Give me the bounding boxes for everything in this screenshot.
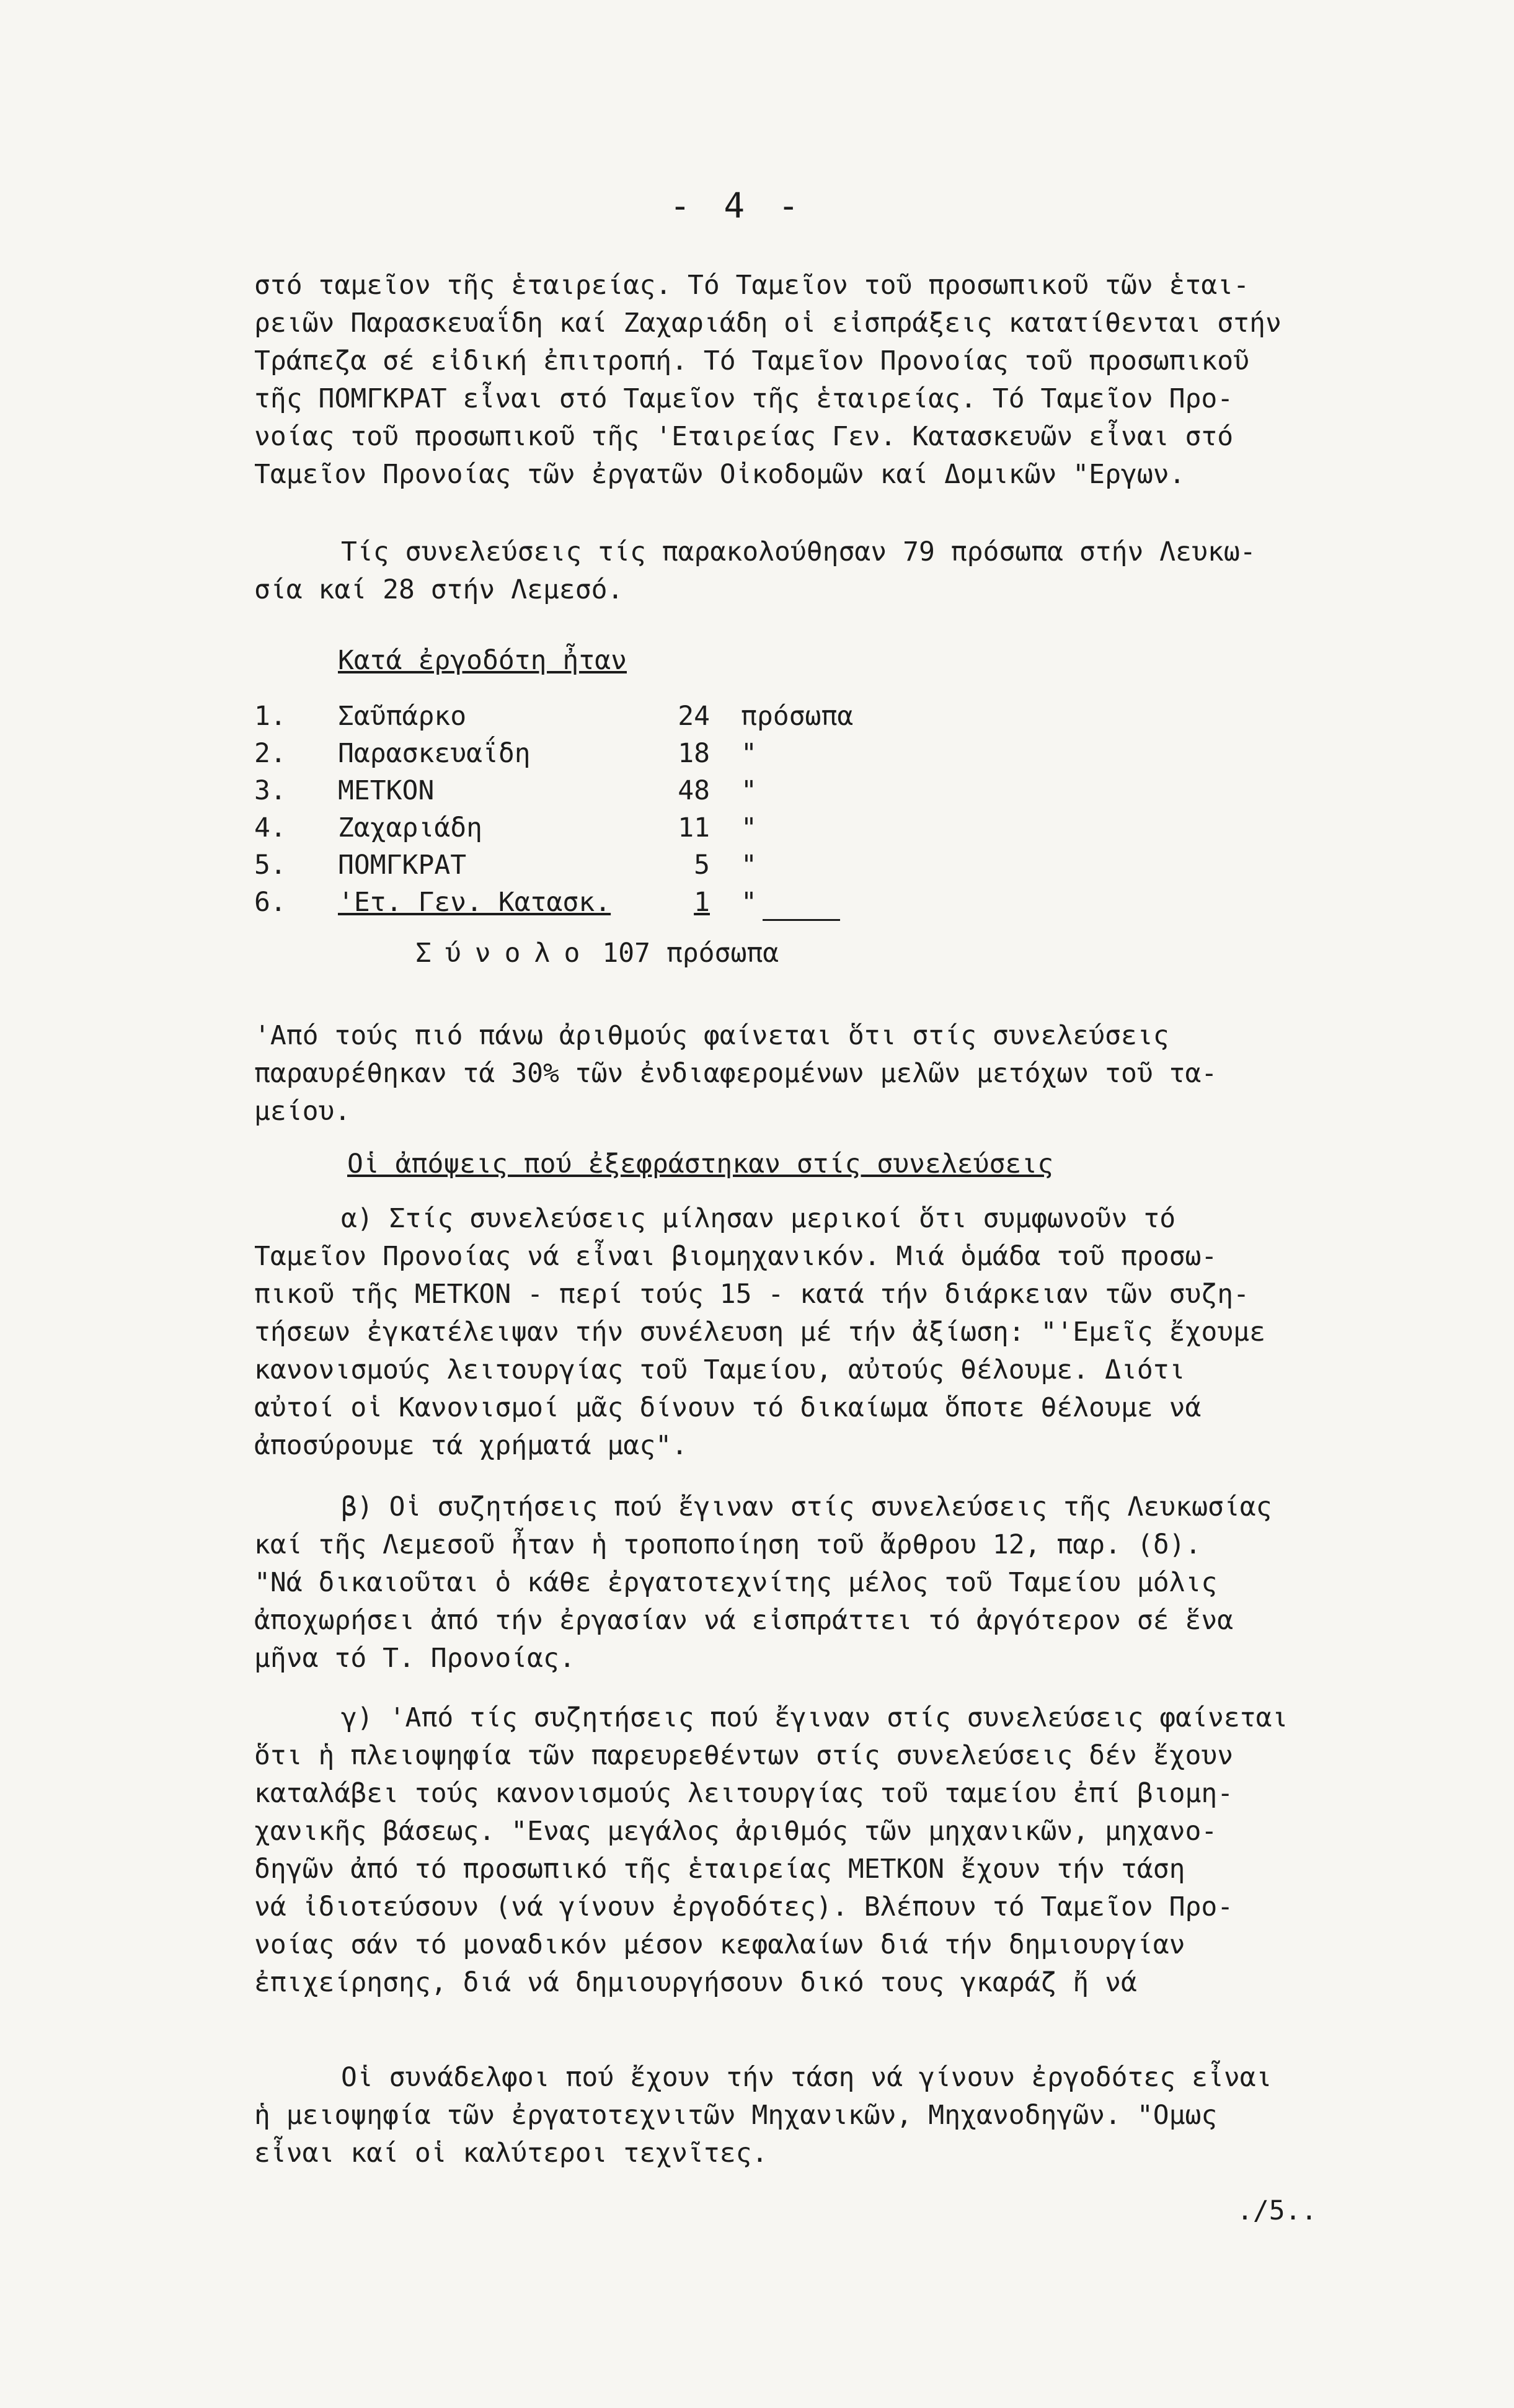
paragraph-opinion-b: β) Οἱ συζητήσεις πού ἔγιναν στίς συνελεύσεις τῆς Λευκωσίας καί τῆς Λεμεσοῦ ἦταν ἡ τροποποίηση τοῦ ἄρθρου 12, παρ. (δ). "Νά δικαιοῦται ὁ κάθε ἐργατοτεχνίτης μέλος τοῦ Ταμείου μόλις ἀποχωρήσει ἀπό τήν ἐργασίαν νά εἰσπράττει τό ἀργότερον σέ ἕνα μῆνα τό Τ. Προνοίας. bbox=[254, 1491, 1272, 1674]
paragraph-attendance: Τίς συνελεύσεις τίς παρακολούθησαν 79 πρόσωπα στήν Λευκω- σία καί 28 στήν Λεμεσό. bbox=[254, 536, 1256, 605]
paragraph-opinion-c: γ) 'Από τίς συζητήσεις πού ἔγιναν στίς συνελεύσεις φαίνεται ὅτι ἡ πλειοψηφία τῶν παρευρεθέντων στίς συνελεύσεις δέν ἔχουν καταλάβει τούς κανονισμούς λειτουργίας τοῦ ταμείου ἐπί βιομη- χανικῆς βάσεως. "Ενας μεγάλος ἀριθμός τῶν μηχανικῶν, μηχανο- δηγῶν ἀπό τό προσωπικό τῆς ἑταιρείας ΜΕΤΚΟΝ ἔχουν τήν τάση νά ἰδιοτεύσουν (νά γίνουν ἐργοδότες). Βλέπουν τό Ταμεῖον Προ- νοίας σάν τό μοναδικόν μέσον κεφαλαίων διά τήν δημιουργίαν ἐπιχείρησης, διά νά δημιουργήσουν δικό τους γκαράζ ἤ νά bbox=[254, 1702, 1288, 1998]
opinions-heading: Οἱ ἀπόψεις πού ἐξεφράστηκαν στίς συνελεύσεις bbox=[347, 1148, 1054, 1180]
paragraph-colleagues: Οἱ συνάδελφοι πού ἔχουν τήν τάση νά γίνουν ἐργοδότες εἶναι ἡ μειοψηφία τῶν ἐργατοτεχνιτῶν Μηχανικῶν, Μηχανοδηγῶν. "Ομως εἶναι καί οἱ καλύτεροι τεχνῖτες. bbox=[254, 2062, 1272, 2169]
paragraph-funds: στό ταμεῖον τῆς ἑταιρείας. Τό Ταμεῖον τοῦ προσωπικοῦ τῶν ἑται- ρειῶν Παρασκευαΐδη καί Ζαχαριάδη οἱ εἰσπράξεις κατατίθενται στήν Τράπεζα σέ εἰδική ἐπιτροπή. Τό Ταμεῖον Προνοίας τοῦ προσωπικοῦ τῆς ΠΟΜΓΚΡΑΤ εἶναι στό Ταμεῖον τῆς ἑταιρείας. Τό Ταμεῖον Προ- νοίας τοῦ προσωπικοῦ τῆς 'Εταιρείας Γεν. Κατασκευῶν εἶναι στό Ταμεῖον Προνοίας τῶν ἐργατῶν Οἰκοδομῶν καί Δομικῶν "Εργων. bbox=[254, 270, 1282, 490]
employer-table-heading: Κατά ἐργοδότη ἦταν bbox=[338, 645, 627, 676]
page-number: - 4 - bbox=[670, 186, 805, 226]
table-total-rule bbox=[763, 919, 840, 921]
paragraph-opinion-a: α) Στίς συνελεύσεις μίλησαν μερικοί ὅτι συμφωνοῦν τό Ταμεῖον Προνοίας νά εἶναι βιομηχανικόν. Μιά ὁμάδα τοῦ προσω- πικοῦ τῆς ΜΕΤΚΟΝ - περί τούς 15 - κατά τήν διάρκειαν τῶν συζη- τήσεων ἐγκατέλειψαν τήν συνέλευση μέ τήν ἀξίωση: "'Εμεῖς ἔχουμε κανονισμούς λειτουργίας τοῦ Ταμείου, αὐτούς θέλουμε. Διότι αὐτοί οἱ Κανονισμοί μᾶς δίνουν τό δικαίωμα ὅποτε θέλουμε νά ἀποσύρουμε τά χρήματά μας". bbox=[254, 1203, 1265, 1461]
document-page: - 4 - στό ταμεῖον τῆς ἑταιρείας. Τό Ταμεῖον τοῦ προσωπικοῦ τῶν ἑται- ρειῶν Παρασκευαΐδη καί Ζαχαριάδη οἱ εἰσπράξεις κατατίθενται στήν Τράπεζα σέ εἰδική ἐπιτροπή. Τό Ταμεῖον Προνοίας τοῦ προσωπικοῦ τῆς ΠΟΜΓΚΡΑΤ εἶναι στό Ταμεῖον τῆς ἑταιρείας. Τό Ταμεῖον Προ- νοίας τοῦ προσωπικοῦ τῆς 'Εταιρείας Γεν. Κατασκευῶν εἶναι στό Ταμεῖον Προνοίας τῶν ἐργατῶν Οἰκοδομῶν καί Δομικῶν "Εργων. Τίς συνελεύσεις τίς παρακολούθησαν 79 πρόσωπα στήν Λευκω- σία καί 28 στήν Λεμεσό. Κατά ἐργοδότη ἦταν 1. Σαῦπάρκο 24 πρόσωπα 2. Παρασκευαΐδη 18 " 3. ΜΕΤΚΟΝ 48 " 4. Ζαχαριάδη 11 " 5. ΠΟΜΓΚΡΑΤ 5 " 6. 'Ετ. Γεν. Κατασκ. 1 " Σύνολο 107 πρόσωπα 'Από τούς πιό πάνω ἀριθμούς φαίνεται ὅτι στίς συνελεύσεις παραυρέθηκαν τά 30% τῶν ἐνδιαφερομένων μελῶν μετόχων τοῦ τα- μείου. Οἱ ἀπόψεις πού ἐξεφράστηκαν στίς συνελεύσεις α) Στίς συνελεύσεις μίλησαν μερικοί ὅτι συμφωνοῦν τό Ταμεῖον Προνοίας νά εἶναι βιομηχανικόν. Μιά ὁμάδα τοῦ προσω- πικοῦ τῆς ΜΕΤΚΟΝ - περί τούς 15 - κατά τήν διάρκειαν τῶν συζη- τήσεων ἐγκατέλειψαν τήν συνέλευση μέ τήν ἀξίωση: "'Εμεῖς ἔχουμε κανονισμούς λειτουργίας τοῦ Ταμείου, αὐτούς θέλουμε. Διότι αὐτοί οἱ Κανονισμοί μᾶς δίνουν τό δικαίωμα ὅποτε θέλουμε νά ἀποσύρουμε τά χρήματά μας". β) Οἱ συζητήσεις πού ἔγιναν στίς συνελεύσεις τῆς Λευκωσίας καί τῆς Λεμεσοῦ ἦταν ἡ τροποποίηση τοῦ ἄρθρου 12, παρ. (δ). "Νά δικαιοῦται ὁ κάθε ἐργατοτεχνίτης μέλος τοῦ Ταμείου μόλις ἀποχωρήσει ἀπό τήν ἐργασίαν νά εἰσπράττει τό ἀργότερον σέ ἕνα μῆνα τό Τ. Προνοίας. γ) 'Από τίς συζητήσεις πού ἔγιναν στίς συνελεύσεις φαίνεται ὅτι ἡ πλειοψηφία τῶν παρευρεθέντων στίς συνελεύσεις δέν ἔχουν καταλάβει τούς κανονισμούς λειτουργίας τοῦ ταμείου ἐπί βιομη- χανικῆς βάσεως. "Ενας μεγάλος ἀριθμός τῶν μηχανικῶν, μηχανο- δηγῶν ἀπό τό προσωπικό τῆς ἑταιρείας ΜΕΤΚΟΝ ἔχουν τήν τάση νά ἰδιοτεύσουν (νά γίνουν ἐργοδότες). Βλέπουν τό Ταμεῖον Προ- νοίας σάν τό μοναδικόν μέσον κεφαλαίων διά τήν δημιουργίαν ἐπιχείρησης, διά νά δημιουργήσουν δικό τους γκαράζ ἤ νά Οἱ συνάδελφοι πού ἔχουν τήν τάση νά γίνουν ἐργοδότες εἶναι ἡ μειοψηφία τῶν ἐργατοτεχνιτῶν Μηχανικῶν, Μηχανοδηγῶν. "Ομως εἶναι καί οἱ καλύτεροι τεχνῖτες. ./5.. bbox=[0, 0, 1514, 2408]
next-page-marker: ./5.. bbox=[1237, 2195, 1317, 2226]
paragraph-percentage: 'Από τούς πιό πάνω ἀριθμούς φαίνεται ὅτι στίς συνελεύσεις παραυρέθηκαν τά 30% τῶν ἐνδιαφερομένων μελῶν μετόχων τοῦ τα- μείου. bbox=[254, 1020, 1218, 1127]
table-total: Σύνολο 107 πρόσωπα bbox=[415, 938, 779, 969]
